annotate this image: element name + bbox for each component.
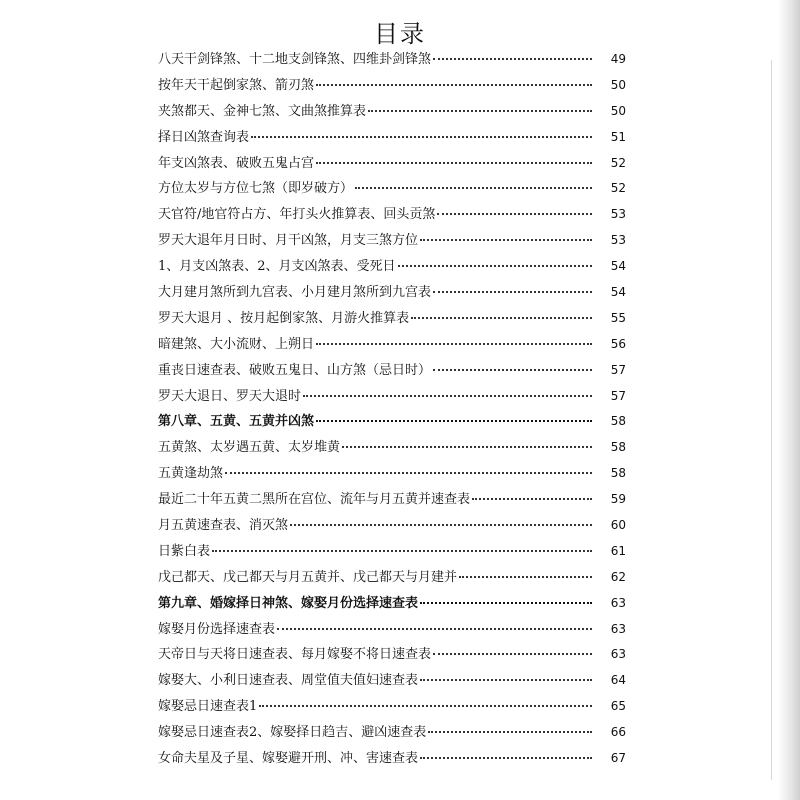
toc-page-number: 64 [610, 673, 626, 688]
toc-entry-title: 按年天干起倒家煞、箭刃煞 [158, 77, 315, 93]
toc-entry [158, 695, 626, 721]
toc-page-number: 63 [610, 647, 626, 662]
toc-entry-title: 月五黄速查表、消灭煞 [158, 518, 289, 534]
toc-entry-title: 择日凶煞查询表 [158, 129, 250, 145]
toc-entry-title: 年支凶煞表、破败五鬼占宫 [158, 155, 315, 171]
toc-entry [158, 747, 626, 773]
toc-page-number: 49 [610, 52, 626, 66]
toc-page-number: 52 [610, 155, 626, 170]
toc-entry [158, 385, 626, 411]
toc-leader-dots [316, 420, 592, 422]
toc-leader-dots [459, 576, 592, 578]
toc-entry-title: 第八章、五黄、五黄并凶煞 [158, 414, 315, 430]
toc-entry-title: 嫁娶忌日速查表2、嫁娶择日趋吉、避凶速查表 [158, 725, 427, 741]
page-title: 目录 [374, 20, 426, 48]
toc-leader-dots [433, 653, 592, 655]
toc-page-number: 53 [610, 207, 626, 222]
toc-leader-dots [433, 291, 592, 293]
toc-entry-title: 嫁娶大、小利日速查表、周堂值夫值妇速查表 [158, 673, 419, 689]
toc-entry [158, 74, 626, 100]
toc-page-number: 65 [610, 699, 626, 714]
toc-entry-title: 八天干剑锋煞、十二地支剑锋煞、四维卦剑锋煞 [158, 52, 432, 67]
toc-page-number: 55 [610, 310, 626, 325]
toc-leader-dots [355, 187, 592, 189]
toc-entry [158, 643, 626, 669]
toc-entry [158, 152, 626, 178]
toc-leader-dots [437, 213, 592, 215]
toc-entry [158, 514, 626, 540]
toc-entry [158, 203, 626, 229]
toc-entry [158, 618, 626, 644]
toc-entry-title: 天帝日与天将日速查表、每月嫁娶不将日速查表 [158, 647, 432, 663]
toc-entry-title: 重丧日速查表、破败五鬼日、山方煞（忌日时） [158, 362, 432, 378]
page-fold-line [771, 60, 772, 780]
toc-chapter-entry [158, 592, 626, 618]
page-edge-shadow [778, 0, 800, 800]
toc-page-number: 52 [610, 181, 626, 196]
toc-leader-dots [290, 524, 592, 526]
toc-leader-dots [420, 602, 592, 604]
toc-entry [158, 307, 626, 333]
toc-leader-dots [316, 84, 592, 86]
toc-entry-title: 女命夫星及子星、嫁娶避开刑、冲、害速查表 [158, 751, 419, 767]
toc-entry [158, 721, 626, 747]
toc-page-number: 50 [610, 103, 626, 118]
toc-page-number: 58 [610, 414, 626, 429]
toc-entry [158, 177, 626, 203]
toc-leader-dots [420, 679, 592, 681]
toc-entry [158, 359, 626, 385]
toc-entry-title: 日紫白表 [158, 543, 211, 559]
toc-entry [158, 100, 626, 126]
toc-entry-title: 罗天大退日、罗天大退时 [158, 388, 302, 404]
toc-leader-dots [398, 265, 592, 267]
toc-leader-dots [316, 343, 592, 345]
toc-leader-dots [303, 395, 592, 397]
toc-page-number: 56 [610, 336, 626, 351]
toc-entry [158, 48, 626, 74]
toc-entry-title: 嫁娶月份选择速查表 [158, 621, 276, 637]
toc-entry-title: 1、月支凶煞表、2、月支凶煞表、受死日 [158, 259, 396, 275]
toc-leader-dots [316, 162, 592, 164]
toc-page-number: 62 [610, 569, 626, 584]
toc-leader-dots [420, 757, 592, 759]
toc-leader-dots [212, 550, 592, 552]
toc-entry [158, 229, 626, 255]
toc-page-number: 61 [610, 543, 626, 558]
toc-leader-dots [259, 705, 592, 707]
toc-leader-dots [411, 317, 592, 319]
toc-leader-dots [472, 498, 592, 500]
toc-page-number: 53 [610, 233, 626, 248]
toc-page-number: 63 [610, 595, 626, 610]
toc-page-number: 67 [610, 751, 626, 766]
toc-page-number: 59 [610, 492, 626, 507]
toc-chapter-entry [158, 410, 626, 436]
toc-entry [158, 436, 626, 462]
toc-page-number: 58 [610, 440, 626, 455]
toc-leader-dots [428, 731, 592, 733]
toc-entry-title: 暗建煞、大小流财、上朔日 [158, 336, 315, 352]
toc-entry [158, 255, 626, 281]
toc-leader-dots [368, 110, 592, 112]
toc-entry-title: 五黄煞、太岁遇五黄、太岁堆黄 [158, 440, 341, 456]
toc-leader-dots [225, 472, 592, 474]
toc-leader-dots [420, 239, 592, 241]
toc-entry [158, 281, 626, 307]
toc-entry [158, 333, 626, 359]
toc-page-number: 58 [610, 466, 626, 481]
toc-page-number: 50 [610, 77, 626, 92]
toc-entry [158, 540, 626, 566]
toc-page-number: 54 [610, 285, 626, 300]
toc-entry-title: 罗天大退年月日时、月干凶煞，月支三煞方位 [158, 233, 419, 249]
toc-entry-title: 嫁娶忌日速查表1 [158, 699, 258, 715]
toc-entry [158, 126, 626, 152]
table-of-contents [158, 48, 626, 773]
toc-entry-title: 方位太岁与方位七煞（即岁破方） [158, 181, 354, 197]
toc-entry-title: 第九章、婚嫁择日神煞、嫁娶月份选择速查表 [158, 595, 419, 611]
toc-entry-title: 戊己都天、戊己都天与月五黄并、戊己都天与月建并 [158, 569, 458, 585]
toc-page-number: 51 [610, 129, 626, 144]
toc-page-number: 57 [610, 362, 626, 377]
toc-page-number: 57 [610, 388, 626, 403]
toc-entry-title: 最近二十年五黄二黑所在宫位、流年与月五黄并速查表 [158, 492, 471, 508]
toc-entry-title: 五黄逢劫煞 [158, 466, 224, 482]
toc-entry [158, 566, 626, 592]
toc-leader-dots [433, 58, 592, 60]
toc-entry [158, 669, 626, 695]
toc-entry [158, 462, 626, 488]
toc-entry [158, 488, 626, 514]
toc-page-number: 60 [610, 518, 626, 533]
toc-entry-title: 夹煞都天、金神七煞、文曲煞推算表 [158, 103, 367, 119]
toc-leader-dots [433, 369, 592, 371]
toc-page-number: 63 [610, 621, 626, 636]
toc-leader-dots [251, 136, 592, 138]
toc-entry-title: 罗天大退月 、按月起倒家煞、月游火推算表 [158, 310, 410, 326]
toc-page-number: 66 [610, 725, 626, 740]
toc-page-number: 54 [610, 259, 626, 274]
toc-leader-dots [342, 446, 592, 448]
toc-entry-title: 大月建月煞所到九宫表、小月建月煞所到九宫表 [158, 285, 432, 301]
toc-entry-title: 天官符/地官符占方、年打头火推算表、回头贡煞 [158, 207, 436, 223]
toc-leader-dots [277, 628, 592, 630]
